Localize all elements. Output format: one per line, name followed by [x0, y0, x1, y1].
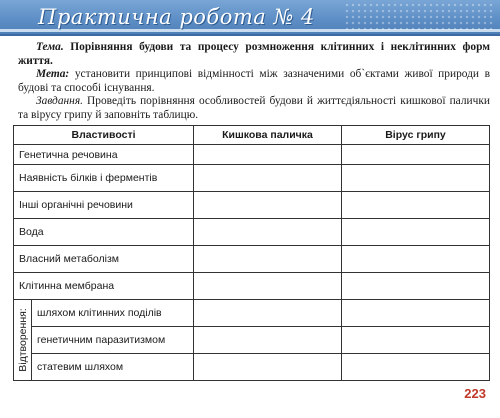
answer-cell[interactable]: [342, 273, 490, 300]
row-label: шляхом клітинних поділів: [32, 300, 194, 327]
answer-cell[interactable]: [342, 219, 490, 246]
reproduction-group-cell: [14, 300, 32, 381]
task-label: Завдання.: [36, 95, 83, 108]
row-label: Клітинна мембрана: [14, 273, 194, 300]
comparison-table: [13, 125, 490, 381]
task-paragraph: [18, 95, 490, 122]
banner-decoration: [344, 2, 494, 32]
answer-cell[interactable]: [342, 246, 490, 273]
row-label: Наявність білків і ферментів: [14, 165, 194, 192]
answer-cell[interactable]: [194, 273, 342, 300]
table-row: [14, 165, 490, 192]
table-row: [14, 300, 490, 327]
task-text: Проведіть порівняння особливостей будови й життєдіяльності кишкової палички та вірусу грипу й заповніть таблицю.: [18, 95, 490, 121]
row-label: генетичним паразитизмом: [32, 327, 194, 354]
answer-cell[interactable]: [342, 144, 490, 165]
answer-cell[interactable]: [342, 192, 490, 219]
reproduction-label: Відтворення:: [16, 308, 29, 372]
theme-paragraph: [18, 41, 490, 68]
table-row: [14, 353, 490, 380]
answer-cell[interactable]: [194, 300, 342, 327]
goal-paragraph: [18, 68, 490, 95]
header-properties: Властивості: [14, 126, 194, 145]
table-header-row: [14, 126, 490, 145]
row-label: Генетична речовина: [14, 144, 194, 165]
answer-cell[interactable]: [194, 246, 342, 273]
answer-cell[interactable]: [194, 165, 342, 192]
answer-cell[interactable]: [342, 165, 490, 192]
answer-cell[interactable]: [194, 353, 342, 380]
answer-cell[interactable]: [194, 327, 342, 354]
header-banner: [0, 0, 500, 36]
goal-label: Мета:: [36, 68, 70, 81]
theme-text: Порівняння будови та процесу розмноження клітинних і неклітинних форм життя.: [18, 41, 490, 67]
answer-cell[interactable]: [194, 144, 342, 165]
row-label: Вода: [14, 219, 194, 246]
goal-text: установити принципові відмінності між зазначеними об`єктами живої природи в будові та способі існування.: [18, 68, 490, 94]
row-label: Власний метаболізм: [14, 246, 194, 273]
table-row: [14, 327, 490, 354]
header-flu-virus: Вірус грипу: [342, 126, 490, 145]
row-label: статевим шляхом: [32, 353, 194, 380]
answer-cell[interactable]: [194, 219, 342, 246]
table-row: [14, 219, 490, 246]
page-title: Практична робота № 4: [38, 5, 315, 29]
answer-cell[interactable]: [342, 300, 490, 327]
table-row: [14, 192, 490, 219]
answer-cell[interactable]: [342, 353, 490, 380]
answer-cell[interactable]: [342, 327, 490, 354]
table-row: [14, 246, 490, 273]
row-label: Інші органічні речовини: [14, 192, 194, 219]
header-ecoli: Кишкова паличка: [194, 126, 342, 145]
table-row: [14, 144, 490, 165]
table-row: [14, 273, 490, 300]
task-description: [18, 41, 490, 123]
page-number: 223: [464, 386, 486, 401]
theme-label: Тема.: [36, 41, 64, 53]
answer-cell[interactable]: [194, 192, 342, 219]
